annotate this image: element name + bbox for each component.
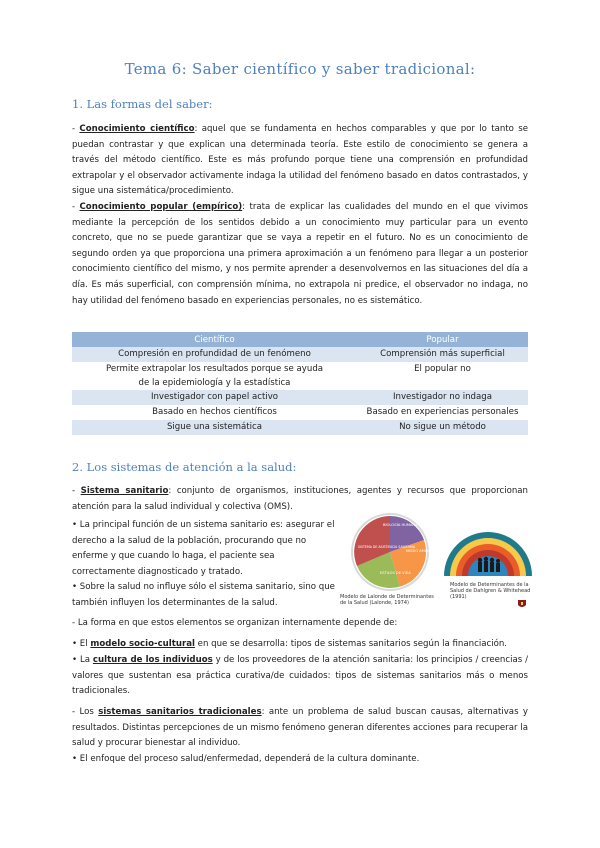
table-cell: El popular no — [357, 362, 528, 390]
bullet-funcion-sistema: • La principal función de un sistema sanitario es: asegurar el derecho a la salud de la población, procurando que no enferme y que cuando lo haga, el paciente sea correctamente diagnosticado y tratado. — [72, 520, 335, 577]
lalonde-caption: Modelo de Lalonde de Determinantes de la Salud (Lalonde, 1974) — [340, 594, 434, 606]
term-conocimiento-popular: Conocimiento popular (empírico) — [79, 202, 243, 212]
term-sistemas-tradicionales: sistemas sanitarios tradicionales — [98, 707, 262, 717]
table-cell: Investigador con papel activo — [72, 390, 357, 405]
table-cell: Compresión en profundidad de un fenómeno — [72, 347, 357, 362]
table-header-popular: Popular — [357, 332, 528, 347]
paragraph-organizacion: - La forma en que estos elementos se organizan internamente depende de: — [72, 618, 398, 628]
table-cell: No sigue un método — [357, 420, 528, 435]
term-sistema-sanitario: Sistema sanitario — [80, 486, 169, 496]
table-cell: Sigue una sistemática — [72, 420, 357, 435]
pie-label-biologia: BIOLOGÍA HUMANA — [383, 523, 418, 527]
bullet-prefix: • El — [72, 639, 91, 649]
paragraph-text: : ante un problema de salud buscan causas, alternativas y resultados. Distintas percepciones de un mismo fenómeno generan diferentes acciones para recuperar la salud y procurar bienestar al individuo. — [72, 707, 529, 749]
table-header-row — [72, 332, 528, 347]
paragraph-sistemas-tradicionales — [72, 705, 528, 752]
bullet-enfoque-proceso: • El enfoque del proceso salud/enfermedad, dependerá de la cultura dominante. — [72, 754, 420, 764]
dash: - — [72, 486, 81, 496]
section-1-heading: 1. Las formas del saber: — [72, 97, 213, 111]
table-header-cientifico: Científico — [72, 332, 357, 347]
section-2-heading: 2. Los sistemas de atención a la salud: — [72, 460, 297, 474]
dash: - — [72, 124, 80, 134]
page-title: Tema 6: Saber científico y saber tradicional: — [124, 60, 476, 78]
table-row — [72, 405, 528, 420]
paragraph-text: : trata de explicar las cualidades del mundo en el que vivimos mediante la percepción de los sentidos debido a un conocimiento muy particular para un evento concreto, que no se puede garantizar que se vaya a repetir en el futuro. No es un conocimiento de segundo orden ya que proporciona una primera aproximación a un fenómeno para llegar a un posterior conocimiento científico del mismo, y nos permite aprender a desenvolvernos en las situaciones del día a día. Es más superficial, con comprensión mínima, no extrapola ni predice, el observador no indaga, no hay utilidad del fenómeno basado en experiencias personales, no es sistemático. — [72, 202, 528, 306]
bullet-cultura-individuos — [72, 653, 528, 700]
paragraph-text: : conjunto de organismos, instituciones, agentes y recursos que proporcionan atención para la salud individual y colectiva (OMS). — [72, 486, 528, 512]
pie-label-medio: MEDIO AMBIENTE — [406, 549, 438, 553]
paragraph-conocimiento-popular — [72, 200, 528, 309]
dahlgren-caption: Modelo de Determinantes de la Salud de Dahlgren & Whitehead (1991) — [450, 582, 531, 600]
pie-label-asistencia: SISTEMA DE ASISTENCIA SANITARIA — [358, 545, 416, 549]
bullet-text: en que se desarrolla: tipos de sistemas sanitarios según la financiación. — [194, 639, 508, 649]
dahlgren-whitehead-figure — [442, 500, 534, 582]
bullet-modelo-socio-cultural — [72, 637, 528, 653]
dash: - Los — [72, 707, 99, 717]
university-logo-icon — [516, 598, 528, 610]
bullet-determinantes: • Sobre la salud no influye sólo el sistema sanitario, sino que también influyen los determinantes de la salud. — [72, 582, 335, 608]
term-conocimiento-cientifico: Conocimiento científico — [79, 124, 195, 134]
table-cell: Basado en hechos científicos — [72, 405, 357, 420]
table-cell: Permite extrapolar los resultados porque se ayuda de la epidemiología y la estadística — [72, 362, 357, 390]
table-row — [72, 390, 528, 405]
term-modelo-socio-cultural: modelo socio-cultural — [90, 639, 195, 649]
table-row — [72, 347, 528, 362]
table-cell: Comprensión más superficial — [357, 347, 528, 362]
lalonde-model-figure — [340, 512, 440, 592]
table-cell: Basado en experiencias personales — [357, 405, 528, 420]
table-row — [72, 362, 528, 390]
table-cell: Investigador no indaga — [357, 390, 528, 405]
comparison-table — [72, 332, 528, 435]
term-cultura-individuos: cultura de los individuos — [92, 655, 213, 665]
pie-label-estilos: ESTILOS DE VIDA — [380, 571, 411, 575]
bullet-prefix: • La — [72, 655, 93, 665]
paragraph-text: : aquel que se fundamenta en hechos comparables y que por lo tanto se puedan contrastar y que explican una determinada teoría. Este estilo de conocimiento se genera a través del método científico. Este es más profundo porque tiene una comprensión en profundidad extrapolar y el observador activamente indaga la utilidad del fenómeno basado en datos contrastados, y sigue una sistemática/procedimiento. — [72, 124, 528, 197]
paragraph-conocimiento-cientifico — [72, 122, 528, 200]
bullet-text: y de los proveedores de la atención sanitaria: los principios / creencias / valores que sustentan esa práctica curativa/de cuidados: tipos de sistemas sanitarios más o menos tradicionales. — [72, 655, 528, 697]
table-row — [72, 420, 528, 435]
dash: - — [72, 202, 80, 212]
